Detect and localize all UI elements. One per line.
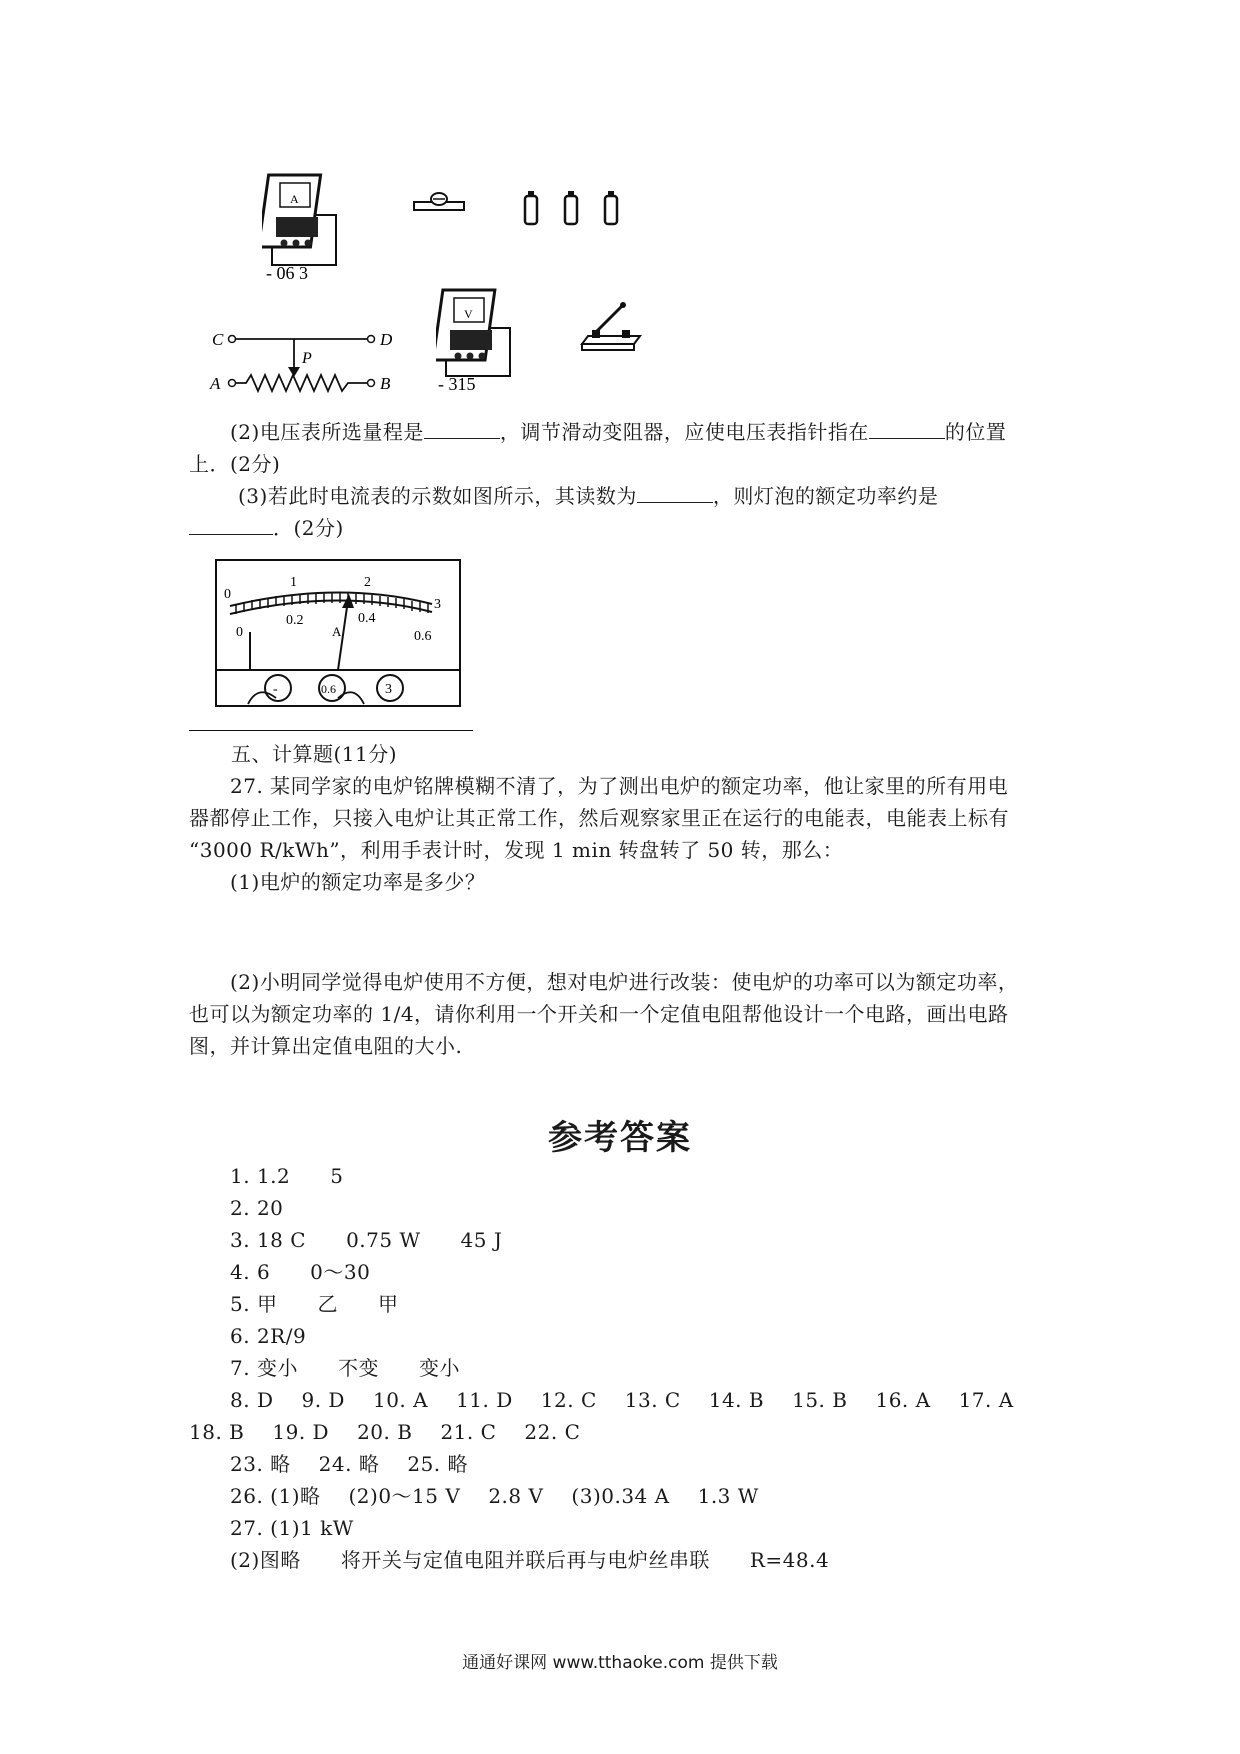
answer-blank[interactable] bbox=[869, 422, 945, 439]
answer-blank[interactable] bbox=[189, 518, 273, 535]
dial-bottom-1: 0.2 bbox=[286, 613, 304, 628]
ammeter-terminal-labels: - 06 3 bbox=[266, 263, 308, 283]
section-divider bbox=[189, 730, 473, 731]
answer-5: 5. 甲 乙 甲 bbox=[230, 1292, 399, 1316]
rheostat-d: D bbox=[380, 330, 393, 349]
answer-blank[interactable] bbox=[424, 422, 500, 439]
ammeter-figure bbox=[262, 165, 362, 285]
section5-heading: 五、计算题(11分) bbox=[231, 742, 398, 766]
current-meter-dial bbox=[214, 558, 462, 710]
q27-part2-line3: 图，并计算出定值电阻的大小. bbox=[189, 1034, 463, 1058]
q27-line2: 器都停止工作，只接入电炉让其正常工作，然后观察家里正在运行的电能表，电能表上标有 bbox=[189, 806, 1009, 830]
q27-part2-line1: (2)小明同学觉得电炉使用不方便，想对电炉进行改装：使电炉的功率可以为额定功率， bbox=[230, 970, 1019, 994]
dial-top-3: 3 bbox=[434, 597, 441, 612]
dial-terminal-neg: - bbox=[273, 682, 278, 697]
answer-2: 2. 20 bbox=[230, 1196, 284, 1220]
answer-27-2: (2)图略 将开关与定值电阻并联后再与电炉丝串联 R=48.4 bbox=[230, 1548, 830, 1572]
q26-part2-line1: (2)电压表所选量程是 ，调节滑动变阻器，应使电压表指针指在 的位置 bbox=[230, 420, 1007, 444]
dial-top-2: 2 bbox=[364, 575, 371, 590]
q27-part2-line2: 也可以为额定功率的 1/4，请你利用一个开关和一个定值电阻帮他设计一个电路，画出电路 bbox=[189, 1002, 1009, 1026]
answer-blank[interactable] bbox=[637, 486, 713, 503]
dial-bottom-3: 0.6 bbox=[414, 629, 432, 644]
rheostat-c: C bbox=[212, 330, 224, 349]
voltmeter-face-label: V bbox=[464, 307, 473, 321]
answer-7: 7. 变小 不变 变小 bbox=[230, 1356, 460, 1380]
switch-figure bbox=[578, 300, 648, 360]
rheostat-a: A bbox=[210, 374, 221, 393]
dial-terminal-3: 3 bbox=[385, 682, 392, 697]
answer-4: 4. 6 0～30 bbox=[230, 1260, 371, 1284]
ammeter-face-label: A bbox=[290, 192, 299, 206]
dial-bottom-0: 0 bbox=[236, 625, 243, 640]
dial-unit: A bbox=[332, 624, 342, 639]
answer-6: 6. 2R/9 bbox=[230, 1324, 307, 1348]
answer-3: 3. 18 C 0.75 W 45 J bbox=[230, 1228, 503, 1252]
answer-18-22: 18. B 19. D 20. B 21. C 22. C bbox=[189, 1420, 581, 1444]
answers-title: 参考答案 bbox=[548, 1118, 692, 1158]
answer-8-17: 8. D 9. D 10. A 11. D 12. C 13. C 14. B 15. B 16. A 17. A bbox=[230, 1388, 1014, 1412]
batteries-figure bbox=[522, 190, 632, 230]
page-footer: 通通好课网 www.tthaoke.com 提供下载 bbox=[462, 1653, 778, 1673]
bulb-holder-figure bbox=[412, 188, 472, 218]
q26-part3-line1: (3)若此时电流表的示数如图所示，其读数为 ，则灯泡的额定功率约是 bbox=[238, 484, 939, 508]
dial-bottom-2: 0.4 bbox=[358, 611, 376, 626]
answer-27-1: 27. (1)1 kW bbox=[230, 1516, 354, 1540]
dial-top-1: 1 bbox=[290, 575, 297, 590]
rheostat-b: B bbox=[380, 374, 391, 393]
rheostat-figure bbox=[208, 325, 398, 400]
rheostat-p: P bbox=[302, 350, 312, 367]
q27-line1: 27. 某同学家的电炉铭牌模糊不清了，为了测出电炉的额定功率，他让家里的所有用电 bbox=[230, 774, 1009, 798]
q26-part3-line2: ．(2分) bbox=[189, 516, 344, 540]
answer-1: 1. 1.2 5 bbox=[230, 1164, 344, 1188]
q27-line3: “3000 R/kWh”，利用手表计时，发现 1 min 转盘转了 50 转，那么： bbox=[189, 838, 844, 862]
voltmeter-terminal-labels: - 315 bbox=[438, 374, 476, 394]
dial-top-0: 0 bbox=[224, 587, 231, 602]
answer-26: 26. (1)略 (2)0～15 V 2.8 V (3)0.34 A 1.3 W bbox=[230, 1484, 759, 1508]
q27-part1: (1)电炉的额定功率是多少？ bbox=[230, 870, 486, 894]
voltmeter-figure bbox=[436, 282, 536, 397]
q26-part2-line2: 上．(2分) bbox=[189, 452, 281, 476]
answer-23-25: 23. 略 24. 略 25. 略 bbox=[230, 1452, 469, 1476]
dial-terminal-06: 0.6 bbox=[321, 682, 336, 696]
